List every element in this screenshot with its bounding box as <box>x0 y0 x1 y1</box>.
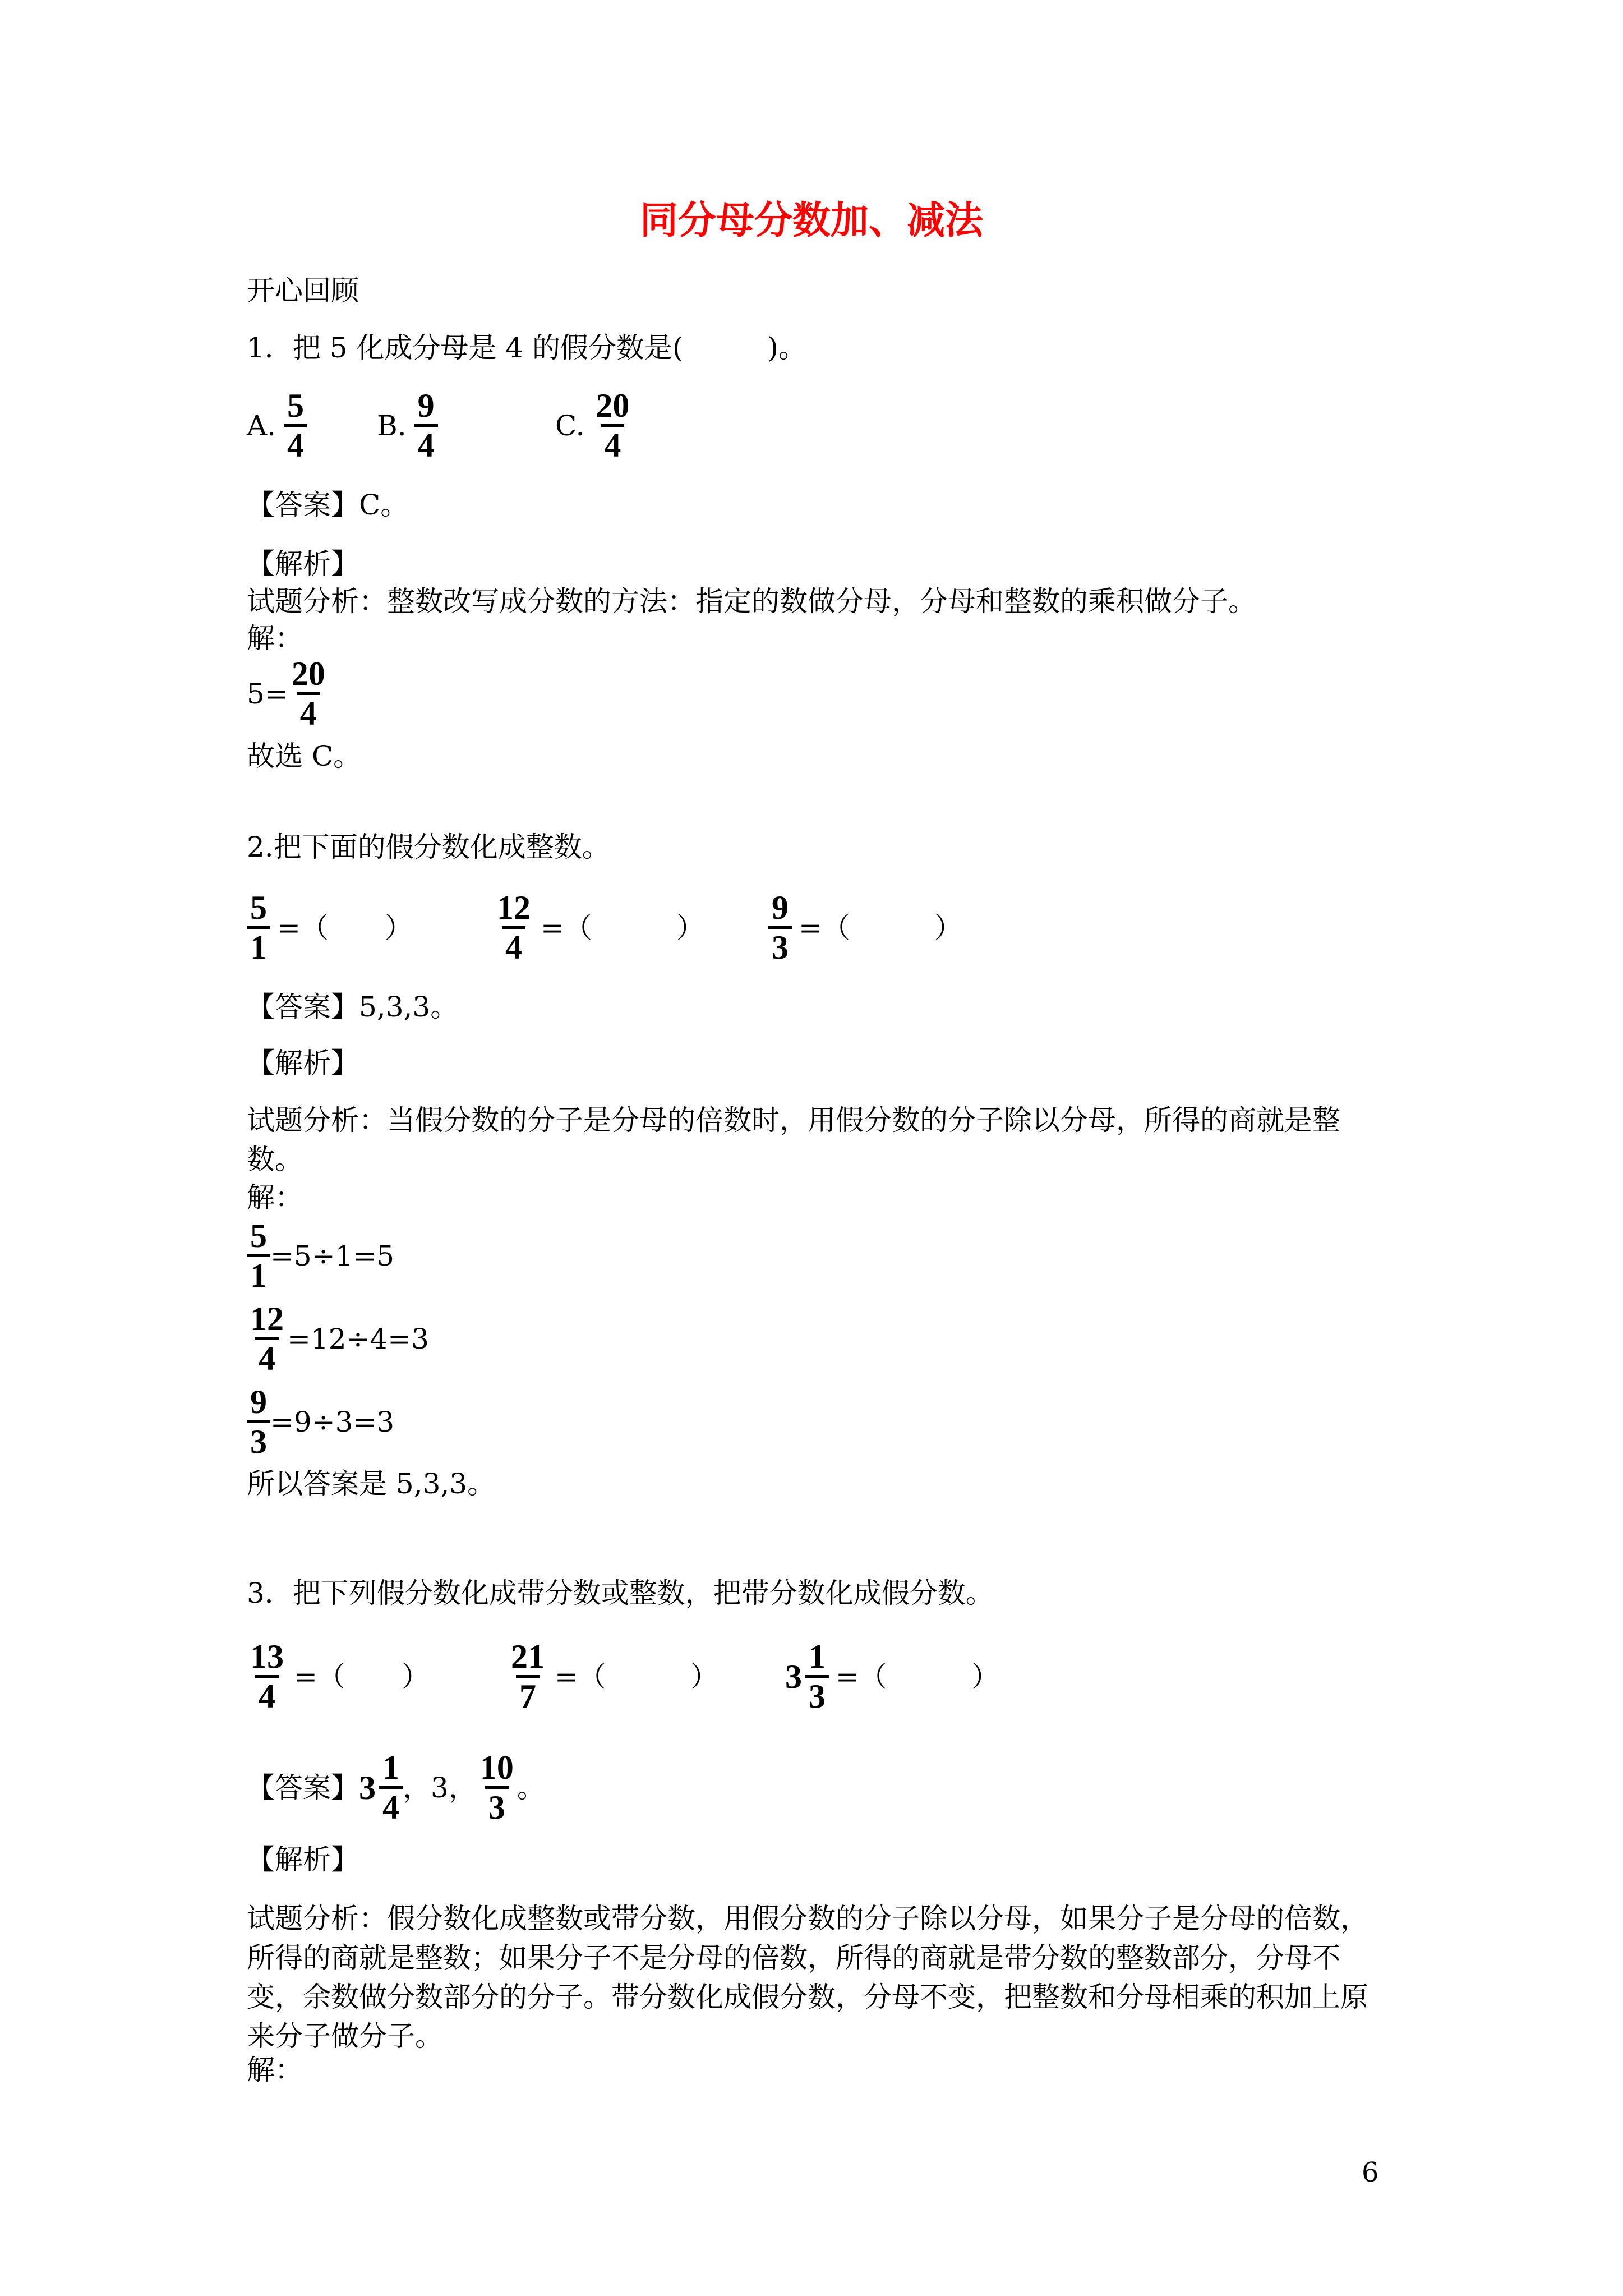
fraction <box>805 1638 829 1715</box>
step-calc: =5÷1=5 <box>270 1239 395 1272</box>
fraction <box>284 387 307 464</box>
q2-step-2 <box>247 1300 429 1377</box>
q1-conclusion: 故选 C。 <box>247 740 362 772</box>
q1-answer: 【答案】C。 <box>247 489 409 521</box>
q1-work <box>247 655 329 732</box>
q3-analysis-label: 【解析】 <box>247 1843 359 1876</box>
q3-item-3 <box>785 1638 999 1715</box>
q3-item-1 <box>247 1638 430 1715</box>
step-calc: =12÷4=3 <box>287 1322 429 1355</box>
answer-blank: =（ ） <box>799 911 962 944</box>
denominator: 3 <box>768 926 792 966</box>
q2-item-3 <box>768 889 962 966</box>
option-label: A. <box>247 409 276 442</box>
q2-item-1 <box>247 889 413 966</box>
work-prefix: 5= <box>247 677 288 710</box>
page-number: 6 <box>1362 2157 1379 2188</box>
q2-answer: 【答案】5,3,3。 <box>247 991 459 1023</box>
q1-solve-label: 解： <box>247 622 303 655</box>
numerator: 5 <box>250 1217 267 1254</box>
denominator: 3 <box>805 1675 829 1715</box>
numerator: 9 <box>250 1383 267 1420</box>
q2-step-3 <box>247 1383 394 1460</box>
answer-blank: =（ ） <box>541 911 704 944</box>
numerator: 20 <box>596 387 630 424</box>
fraction <box>768 889 792 966</box>
q2-analysis-label: 【解析】 <box>247 1047 359 1079</box>
answer-end: 。 <box>517 1771 545 1804</box>
denominator: 4 <box>297 692 320 732</box>
q3-item-2 <box>508 1638 718 1715</box>
q2-analysis: 试题分析：当假分数的分子是分母的倍数时，用假分数的分子除以分母，所得的商就是整数。 <box>247 1104 1340 1176</box>
denominator: 3 <box>485 1786 509 1826</box>
q2-step-1 <box>247 1217 394 1294</box>
answer-blank: =（ ） <box>555 1660 718 1693</box>
fraction <box>508 1638 548 1715</box>
denominator: 4 <box>502 926 525 966</box>
fraction <box>247 1217 270 1294</box>
q3-solve-label: 解： <box>247 2054 303 2086</box>
q3-stem: 3．把下列假分数化成带分数或整数，把带分数化成假分数。 <box>247 1577 994 1609</box>
numerator: 12 <box>497 889 531 926</box>
q1-analysis-label: 【解析】 <box>247 547 359 580</box>
fraction <box>379 1749 403 1826</box>
page-title: 同分母分数加、减法 <box>639 199 983 243</box>
answer-blank: =（ ） <box>836 1660 999 1693</box>
numerator: 1 <box>809 1638 826 1675</box>
denominator: 4 <box>255 1337 279 1377</box>
q1-option-b <box>377 387 438 464</box>
fraction <box>247 889 270 966</box>
numerator: 9 <box>417 387 435 424</box>
denominator: 4 <box>284 424 307 464</box>
numerator: 20 <box>291 655 325 692</box>
denominator: 4 <box>255 1675 279 1715</box>
q1-option-a <box>247 387 307 464</box>
q3-answer <box>247 1749 545 1826</box>
numerator: 21 <box>511 1638 545 1675</box>
numerator: 10 <box>479 1749 514 1786</box>
mixed-whole: 3 <box>359 1769 376 1806</box>
answer-separator: ，3， <box>403 1771 477 1804</box>
denominator: 4 <box>601 424 624 464</box>
numerator: 12 <box>250 1300 284 1337</box>
answer-blank: =（ ） <box>294 1660 430 1693</box>
q3-analysis: 试题分析：假分数化成整数或带分数，用假分数的分子除以分母，如果分子是分母的倍数，所得的商就是整数；如果分子不是分母的倍数，所得的商就是带分数的整数部分，分母不变，余数做分数部分的分子。带分数化成假分数，分母不变，把整数和分母相乘的积加上原来分子做分子。 <box>247 1902 1368 2053</box>
mixed-whole: 3 <box>785 1658 802 1695</box>
q1-option-c <box>555 387 633 464</box>
denominator: 4 <box>414 424 438 464</box>
option-label: C. <box>555 409 585 442</box>
numerator: 13 <box>250 1638 284 1675</box>
fraction <box>494 889 534 966</box>
q2-solve-label: 解： <box>247 1181 303 1214</box>
q2-conclusion: 所以答案是 5,3,3。 <box>247 1467 496 1500</box>
numerator: 5 <box>287 387 305 424</box>
denominator: 1 <box>247 926 270 966</box>
answer-blank: =（ ） <box>277 911 413 944</box>
fraction <box>247 1638 287 1715</box>
fraction <box>247 1383 270 1460</box>
option-label: B. <box>377 409 407 442</box>
fraction <box>288 655 329 732</box>
denominator: 7 <box>516 1675 540 1715</box>
step-calc: =9÷3=3 <box>270 1405 395 1438</box>
fraction <box>477 1749 517 1826</box>
q1-stem: 1．把 5 化成分母是 4 的假分数是( )。 <box>247 332 807 364</box>
section-heading: 开心回顾 <box>247 274 359 307</box>
fraction <box>247 1300 287 1377</box>
denominator: 3 <box>247 1420 270 1460</box>
denominator: 1 <box>247 1254 270 1294</box>
numerator: 1 <box>382 1749 399 1786</box>
q2-stem: 2.把下面的假分数化成整数。 <box>247 831 610 863</box>
q2-item-2 <box>494 889 704 966</box>
fraction <box>592 387 633 464</box>
numerator: 5 <box>250 889 267 926</box>
denominator: 4 <box>379 1786 403 1826</box>
fraction <box>414 387 438 464</box>
q1-analysis: 试题分析：整数改写成分数的方法：指定的数做分母，分母和整数的乘积做分子。 <box>247 585 1256 618</box>
numerator: 9 <box>772 889 789 926</box>
answer-label: 【答案】 <box>247 1771 359 1804</box>
